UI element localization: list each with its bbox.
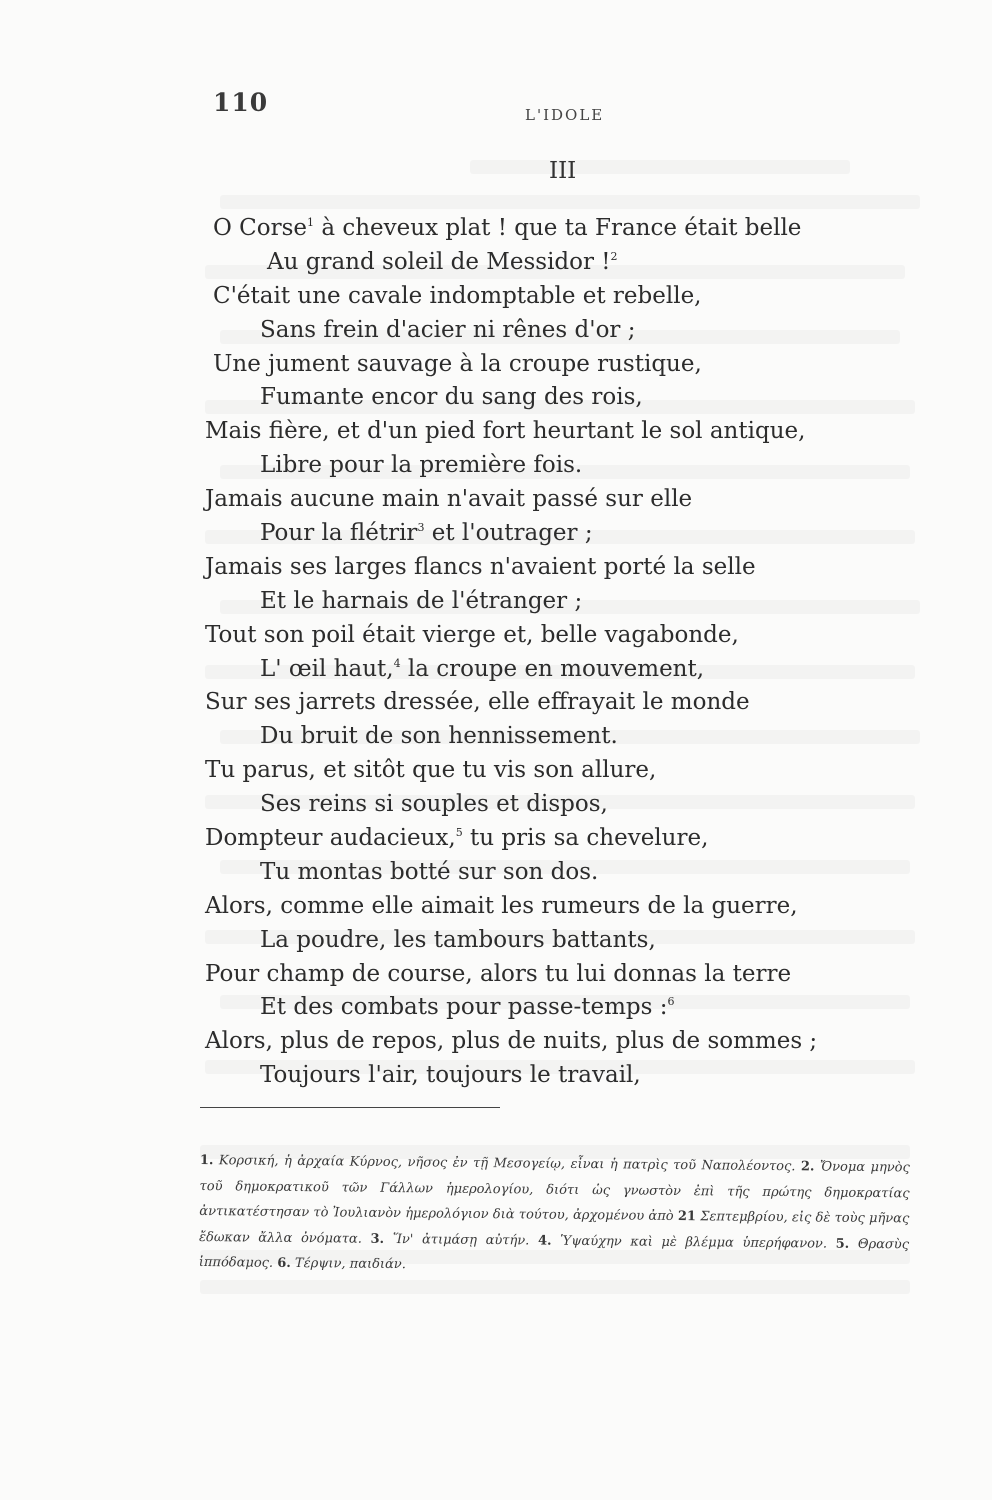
poem-line: Du bruit de son hennissement. [260,723,618,750]
poem-line: Au grand soleil de Messidor !$^2$ [267,248,618,275]
footnote-ref: 6 [667,995,675,1009]
footnote-number: 4. [537,1233,552,1249]
poem-line: Libre pour la première fois. [260,452,583,479]
poem-line: Sans frein d'acier ni rênes d'or ; [260,316,636,343]
footnote-ref: 4 [393,656,401,670]
footnote-rule [200,1107,500,1108]
poem-line: O Corse$^1$ à cheveux plat ! que ta France était belle [213,215,802,241]
footnote-date-number: 21 [677,1209,697,1225]
poem-line: L' œil haut,$^4$ la croupe en mouvement, [260,655,705,682]
footnote-text: Σεπτεμβρίου, εἰς δὲ τοὺς μῆνας ἔδωκαν ἄλλα ὀνόματα. [198,1209,910,1247]
footnote-text: Ἵν' ἀτιμάσῃ αὐτήν. [384,1231,539,1249]
footnote-text: Ὄνομα μηνὸς τοῦ δημοκρατικοῦ τῶν Γάλλων ἡμερολογίου, διότι ὡς γνωστὸν ἐπὶ τῆς πρώτης δημοκρατίας ἀντικατέστησαν τὸ Ἰουλιανὸν ἡμερολόγιον διὰ τούτου, ἀρχομένου ἀπὸ [199,1159,910,1225]
footnote-number: 3. [370,1231,385,1247]
footnotes [199,1148,910,1283]
poem-line: Ses reins si souples et dispos, [260,791,608,818]
footnote-text: Τέρψιν, παιδιάν. [290,1255,406,1273]
footnote-number: 2. [800,1159,815,1175]
footnote-number: 5. [835,1236,850,1252]
footnote-text: Ὑψαύχην καὶ μὲ βλέμμα ὑπερήφανον. [551,1233,836,1252]
poem-line: Et le harnais de l'étranger ; [260,587,583,614]
poem-line: Jamais aucune main n'avait passé sur elle [205,486,693,513]
footnote-ref: 1 [307,216,315,229]
page-number: 110 [213,88,269,117]
poem-line: Tu parus, et sitôt que tu vis son allure, [205,757,657,784]
footnote-number: 6. [277,1255,291,1271]
poem-line: Dompteur audacieux,$^5$ tu pris sa chevelure, [205,825,709,852]
poem-stanza [0,212,992,1093]
poem-line: Pour champ de course, alors tu lui donnas la terre [205,960,792,987]
footnote-ref: 3 [417,521,425,535]
poem-line: Mais fière, et d'un pied fort heurtant le sol antique, [205,418,806,445]
section-numeral: III [549,158,577,184]
poem-line: Pour la flétrir$^3$ et l'outrager ; [260,520,593,547]
running-head: L'IDOLE [525,106,605,124]
footnote-text: Θρασὺς ἱππόδαμος. [198,1236,910,1271]
poem-line: Sur ses jarrets dressée, elle effrayait le monde [205,689,750,716]
poem-line: Alors, comme elle aimait les rumeurs de la guerre, [205,892,798,919]
poem-line: Tu montas botté sur son dos. [260,858,599,885]
poem-line: Et des combats pour passe-temps :$^6$ [260,994,675,1021]
footnote-ref: 5 [455,826,463,840]
poem-line: La poudre, les tambours battants, [260,926,656,953]
poem-line: Jamais ses larges flancs n'avaient porté la selle [205,553,756,580]
poem-line: Toujours l'air, toujours le travail, [260,1062,641,1089]
poem-line: Une jument sauvage à la croupe rustique, [213,350,702,377]
poem-line: Fumante encor du sang des rois, [260,384,643,411]
poem-line: Tout son poil était vierge et, belle vagabonde, [205,621,739,648]
footnote-text: Κορσική, ἡ ἀρχαία Κύρνος, νῆσος ἐν τῇ Μεσογείῳ, εἶναι ἡ πατρὶς τοῦ Ναπολέοντος. [213,1153,801,1175]
poem-line: C'était une cavale indomptable et rebelle, [213,282,702,309]
poem-line: Alors, plus de repos, plus de nuits, plus de sommes ; [205,1028,818,1055]
footnote-ref: 2 [610,249,618,263]
footnote-number: 1. [199,1152,214,1169]
